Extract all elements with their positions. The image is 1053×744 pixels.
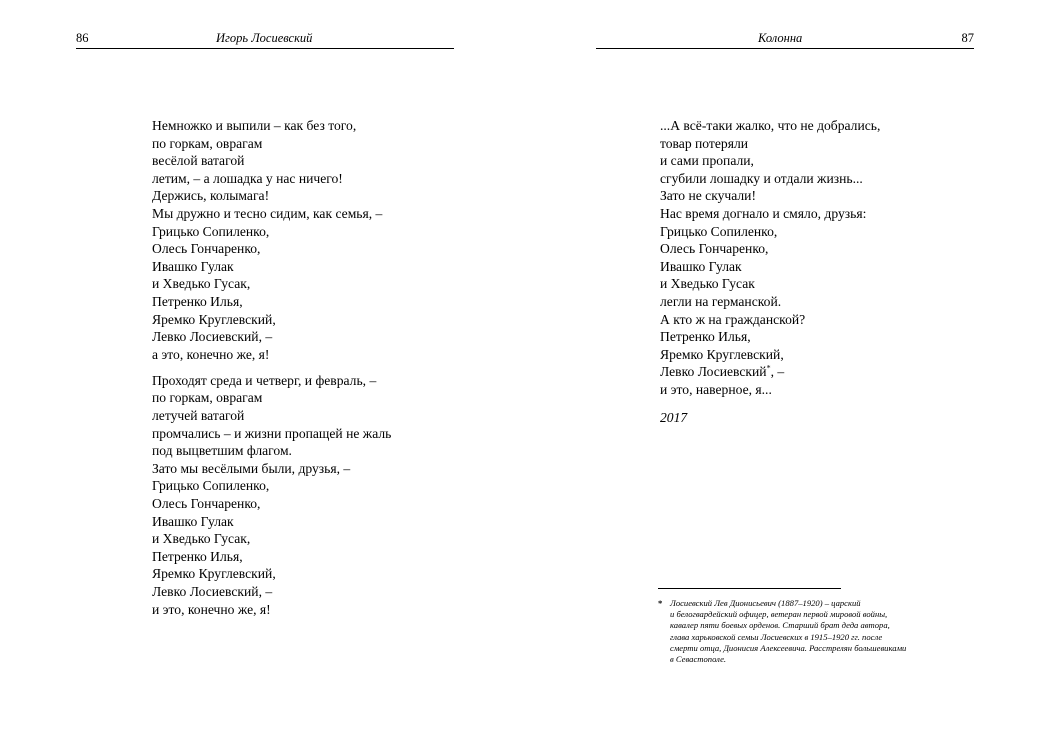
poem-line: сгубили лошадку и отдали жизнь... — [660, 170, 863, 186]
poem-line: Держись, колымага! — [152, 188, 270, 204]
poem-line: Немножко и выпили – как без того, — [152, 118, 357, 133]
footnote-text — [670, 598, 906, 665]
right-page — [526, 0, 1053, 744]
poem-line: А кто ж на гражданской? — [660, 311, 806, 327]
poem-line: промчались – и жизни пропащей не жаль — [152, 425, 392, 441]
page-number: 86 — [76, 31, 89, 45]
poem-line: Нас время догнало и смяло, друзья: — [660, 205, 867, 221]
poem-line: Проходят среда и четверг, и февраль, – — [152, 372, 377, 388]
poem-line: Левко Лосиевский, – — [152, 583, 273, 599]
footnote-line: глава харьковской семьи Лосиевских в 1915–1920 гг. после — [670, 631, 883, 642]
running-head-title: Колонна — [758, 31, 803, 45]
poem-line: Петренко Илья, — [152, 548, 243, 564]
poem-line: летим, – а лошадка у нас ничего! — [152, 170, 343, 186]
footnote-mark: * — [658, 598, 663, 608]
footnote-line: Лосиевский Лев Дионисьевич (1887–1920) – царский — [670, 598, 861, 608]
poem-line: Ивашко Гулак — [152, 258, 234, 274]
poem-line: летучей ватагой — [152, 408, 245, 423]
poem-line: и это, конечно же, я! — [152, 601, 271, 617]
poem-line: весёлой ватагой — [152, 153, 245, 169]
poem-line: товар потеряли — [660, 135, 749, 151]
footnote-divider — [658, 588, 841, 589]
poem-line: под выцветшим флагом. — [152, 443, 292, 459]
poem-line: Олесь Гончаренко, — [152, 495, 261, 511]
poem-line: легли на германской. — [660, 293, 782, 309]
poem-line: Мы дружно и тесно сидим, как семья, – — [152, 205, 383, 221]
poem-line: Грицько Сопиленко, — [152, 478, 270, 494]
poem-line: Ивашко Гулак — [660, 258, 742, 274]
poem-line: Яремко Круглевский, — [152, 566, 276, 582]
poem-line: Грицько Сопиленко, — [660, 223, 778, 239]
footnote-line: и белогвардейский офицер, ветеран первой мировой войны, — [670, 609, 888, 620]
left-page — [0, 0, 526, 744]
poem-line: и сами пропали, — [660, 153, 754, 169]
poem-line: Петренко Илья, — [152, 293, 243, 309]
stanza-lines — [660, 117, 880, 363]
poem-line: Грицько Сопиленко, — [152, 223, 270, 239]
poem-line: и это, наверное, я... — [660, 381, 772, 397]
poem-line: Левко Лосиевский, – — [152, 329, 273, 345]
left-poem — [152, 117, 391, 627]
poem-line: и Хведько Гусак, — [152, 276, 251, 292]
poem-line: Зато не скучали! — [660, 188, 756, 204]
footnote-reference[interactable]: * — [766, 363, 771, 373]
poem-line: ...А всё-таки жалко, что не добрались, — [660, 118, 881, 133]
poem-line: Зато мы весёлыми были, друзья, – — [152, 460, 351, 476]
poem-line: Яремко Круглевский, — [660, 346, 784, 362]
poem-line-with-footnote — [660, 363, 880, 381]
stanza-1 — [152, 117, 391, 363]
footnote-line: кавалер пяти боевых орденов. Старший брат деда автора, — [670, 620, 890, 631]
poem-line: по горкам, оврагам — [152, 135, 263, 151]
stanza-2 — [152, 372, 391, 618]
poem-line-text: Левко Лосиевский — [660, 364, 767, 380]
poem-line: Олесь Гончаренко, — [152, 241, 261, 257]
poem-line: Яремко Круглевский, — [152, 311, 276, 327]
running-head-author: Игорь Лосиевский — [216, 31, 313, 45]
poem-line-text-end: , – — [770, 364, 785, 380]
poem-line: по горкам, оврагам — [152, 390, 263, 406]
poem-line: Ивашко Гулак — [152, 513, 234, 529]
poem-line: и Хведько Гусак, — [152, 531, 251, 547]
poem-line: и Хведько Гусак — [660, 276, 755, 292]
poem-line: Олесь Гончаренко, — [660, 241, 769, 257]
footnote-line: смерти отца, Дионисия Алексеевича. Расстрелян большевиками — [670, 642, 907, 653]
right-poem — [660, 117, 880, 426]
page-number: 87 — [961, 31, 974, 45]
poem-line: а это, конечно же, я! — [152, 346, 270, 362]
right-page-header — [596, 30, 974, 49]
footnote-line: в Севастополе. — [670, 654, 727, 665]
stanza-3 — [660, 117, 880, 399]
poem-line: Петренко Илья, — [660, 329, 751, 345]
left-page-header — [76, 30, 454, 49]
poem-year: 2017 — [660, 409, 688, 425]
